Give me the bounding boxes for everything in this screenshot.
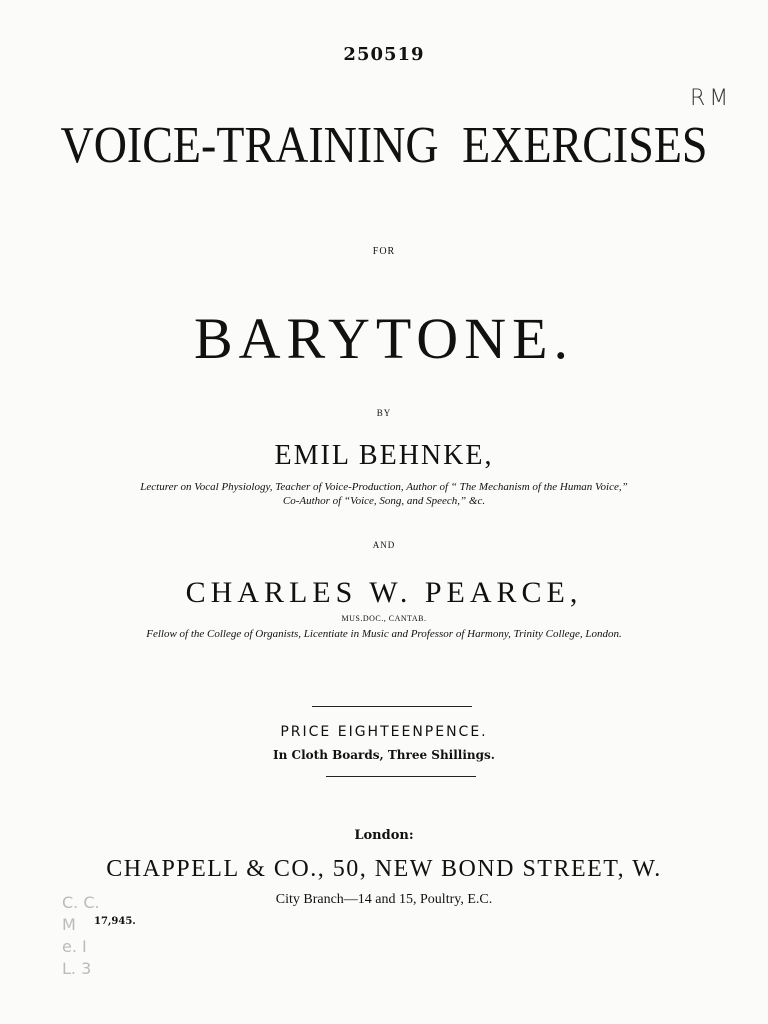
page-title: VOICE-TRAINING EXERCISES [60, 115, 708, 174]
rule-bottom [326, 776, 476, 777]
voice-type: BARYTONE. [193, 306, 575, 371]
city: London: [354, 828, 414, 843]
author1-credentials-line1: Lecturer on Vocal Physiology, Teacher of Voice-Production, Author of “ The Mechanism of the Human Voice,” [140, 481, 628, 493]
by-label: BY [376, 408, 392, 418]
author2-credentials: Fellow of the College of Organists, Licentiate in Music and Professor of Harmony, Trinity College, London. [146, 628, 622, 640]
author1-credentials-line2: Co-Author of “Voice, Song, and Speech,” &c. [282, 495, 486, 507]
branch-address: City Branch—14 and 15, Poultry, E.C. [275, 892, 493, 907]
and-label: AND [372, 540, 396, 550]
library-stamp: C. C. M e. I L. 3 [62, 893, 100, 978]
author2-name: CHARLES W. PEARCE, [185, 576, 583, 609]
author1-credentials [0, 480, 768, 508]
author2-degree: MUS.DOC., CANTAB. [341, 614, 427, 623]
for-label: FOR [372, 246, 396, 257]
publisher: CHAPPELL & CO., 50, NEW BOND STREET, W. [106, 856, 662, 882]
plate-number: 17,945. [94, 916, 136, 927]
price: PRICE EIGHTEENPENCE. [280, 724, 488, 740]
catalog-number: 250519 [343, 44, 425, 65]
handwritten-note: RM [690, 86, 733, 111]
author1-name: EMIL BEHNKE, [274, 440, 494, 471]
rule-top [312, 706, 472, 707]
cloth-price: In Cloth Boards, Three Shillings. [273, 748, 495, 762]
